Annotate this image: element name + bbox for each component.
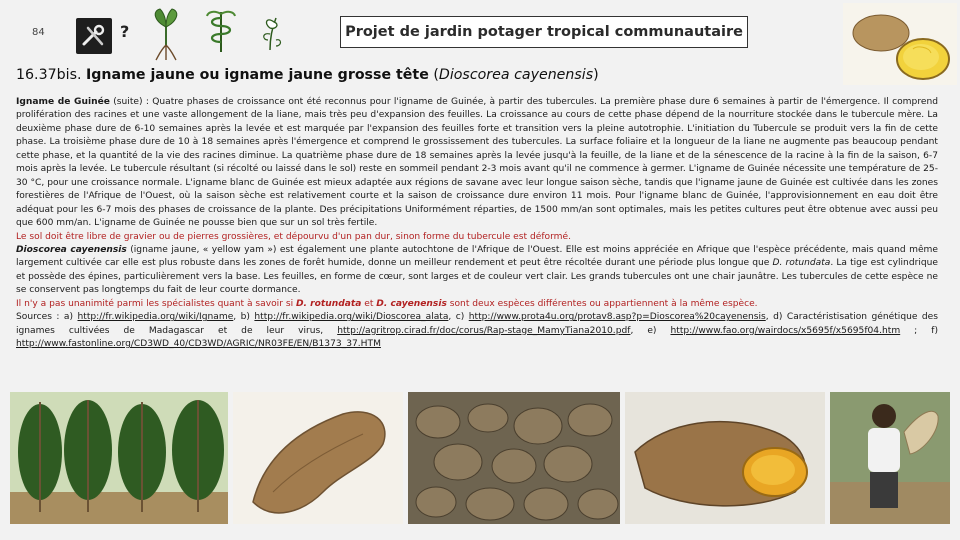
source-link-a[interactable]: http://fr.wikipedia.org/wiki/Igname — [77, 312, 234, 323]
caduceus-icon[interactable] — [204, 8, 238, 58]
sources-sep: , b) — [233, 312, 255, 323]
sources — [16, 311, 938, 351]
yellow-yam-cut-photo — [625, 392, 825, 524]
leaf-sprig-icon[interactable] — [256, 10, 286, 58]
page-title: Projet de jardin potager tropical communautaire — [340, 16, 748, 48]
soil-warning: Le sol doit être libre de gravier ou de pierres grossières, et dépourvu d'un pan dur, sinon forme du tubercule est déformé. — [16, 231, 572, 242]
tools-icon[interactable] — [76, 18, 112, 54]
yam-field-photo — [10, 392, 228, 524]
sources-sep: , c) — [448, 312, 469, 323]
guinea-yam-label: Igname de Guinée — [16, 97, 110, 107]
latin-name: D. rotundata — [772, 258, 831, 269]
note-text: et — [361, 298, 377, 309]
source-link-f[interactable]: http://www.fastonline.org/CD3WD_40/CD3WD/AGRIC/NR03FE/EN/B1373_37.HTM — [16, 339, 381, 350]
yam-pile-photo — [408, 392, 620, 524]
page-number: 84 — [32, 27, 45, 38]
source-link-e[interactable]: http://www.fao.org/wairdocs/x5695f/x5695f04.htm — [670, 325, 901, 336]
latin-open: ( — [433, 67, 439, 83]
sources-text: , d) Caractéristisation génétique des ignames cultivées de Madagascar et de leur virus, — [16, 312, 939, 336]
section-number: 16.37bis. — [16, 67, 82, 83]
farmer-yam-photo — [830, 392, 950, 524]
latin-name: Dioscorea cayenensis — [16, 244, 127, 255]
latin-name: Dioscorea cayenensis — [438, 67, 594, 83]
section-title: Igname jaune ou igname jaune grosse tête — [85, 67, 429, 83]
yam-cut-photo — [843, 3, 957, 85]
latin-name: D. rotundata — [296, 298, 362, 309]
paragraph-text: (igname jaune, « yellow yam ») est également une plante autochtone de l'Afrique de l'Ouest. Elle est moins appréciée en Afrique que l'espèce précédente, mais quand même largement cultivée car elle est plus robuste dans les zones de forêt humide, donne un meilleur rendement et peut être récoltée durant une période plus longue que — [16, 244, 938, 269]
sources-sep: ; f) — [900, 325, 938, 336]
plant-root-icon[interactable] — [146, 5, 186, 65]
latin-close: ) — [593, 67, 599, 83]
paragraph-text: . La tige est cylindrique et possède des épines, particulièrement vers la base. Les feuilles, en forme de cœur, sont larges et de couleur vert clair. Les grands tubercules ont une chair jaunâtre. Les tubercules de cette espèce ne se conservent pas longtemps du fait de leur courte dormance. — [16, 258, 938, 296]
note-text: sont deux espèces différentes ou appartiennent à la même espèce. — [446, 298, 758, 309]
paragraph-text: (suite) : Quatre phases de croissance ont été reconnus pour l'igname de Guinée, à partir des tubercules. La première phase dure 6 semaines à partir de l'émergence. Il comprend prolifération des racines et une vaste allongement de la liane, mais très peu d'expansion des feuilles. La croissance au cours de cette phase dépend de la nourriture stockée dans le tubercule mère. La deuxième phase dure de 6-10 semaines après la levée et est marquée par l'expansion des feuilles forte et transition vers la pleine autotrophie. L'initiation du Tubercule se produit vers la fin de cette phase. La troisième phase dure de 10 à 18 semaines après l'émergence et comprend le grossissement des tubercules. La surface foliaire et la longueur de la liane ne augmente pas beaucoup pendant cette phase, et la quantité de la vie des racines diminue. La quatrième phase dure de 18 semaines après la levée jusqu'à la feuille, de la liane et de la sénescence de la racine à la fin de la saison, 6-7 mois après la levée. Le tubercule résultant (si récolté ou laissé dans le sol) reste en sommeil pendant 2-3 mois avant qu'il ne commence à germer. L'igname de Guinée nécessite une température de 25-30 °C, pour une croissance normale. L'igname blanc de Guinée est mieux adaptée aux régions de savane avec leur longue saison sèche, tandis que l'igname jaune de Guinée est cultivée dans les zones forestières de l'Afrique de l'Ouest, où la saison sèche est relativement courte et la saison de croissance dure environ 11 mois. Pour l'igname blanc de Guinée, l'approvisionnement en eau doit être adéquat pour les 6-7 mois des phases de croissance de la plante. Des précipitations Uniformément réparties, de 1500 mm/an sont optimales, mais les petites cultures peut être obtenue avec aussi peu que 600 mm/an. L'igname de Guinée ne pousse bien que sur un sol très fertile. — [16, 97, 938, 229]
paragraph-cayenensis — [16, 244, 938, 298]
sources-sep: , e) — [630, 325, 671, 336]
source-link-c[interactable]: http://www.prota4u.org/protav8.asp?p=Dioscorea%20cayenensis — [468, 312, 766, 323]
paragraph-growth-phases — [16, 96, 938, 231]
help-icon[interactable]: ? — [120, 22, 130, 41]
body-text — [16, 96, 938, 352]
note-text: Il n'y a pas unanimité parmi les spécialistes quant à savoir si — [16, 298, 296, 309]
latin-name: D. cayenensis — [376, 298, 447, 309]
yam-tuber-photo — [233, 392, 403, 524]
species-note — [16, 298, 938, 311]
sources-label: Sources : a) — [16, 312, 78, 323]
source-link-d[interactable]: http://agritrop.cirad.fr/doc/corus/Rap-stage_MamyTiana2010.pdf — [337, 325, 631, 336]
source-link-b[interactable]: http://fr.wikipedia.org/wiki/Dioscorea_alata — [254, 312, 449, 323]
section-heading — [16, 67, 599, 83]
